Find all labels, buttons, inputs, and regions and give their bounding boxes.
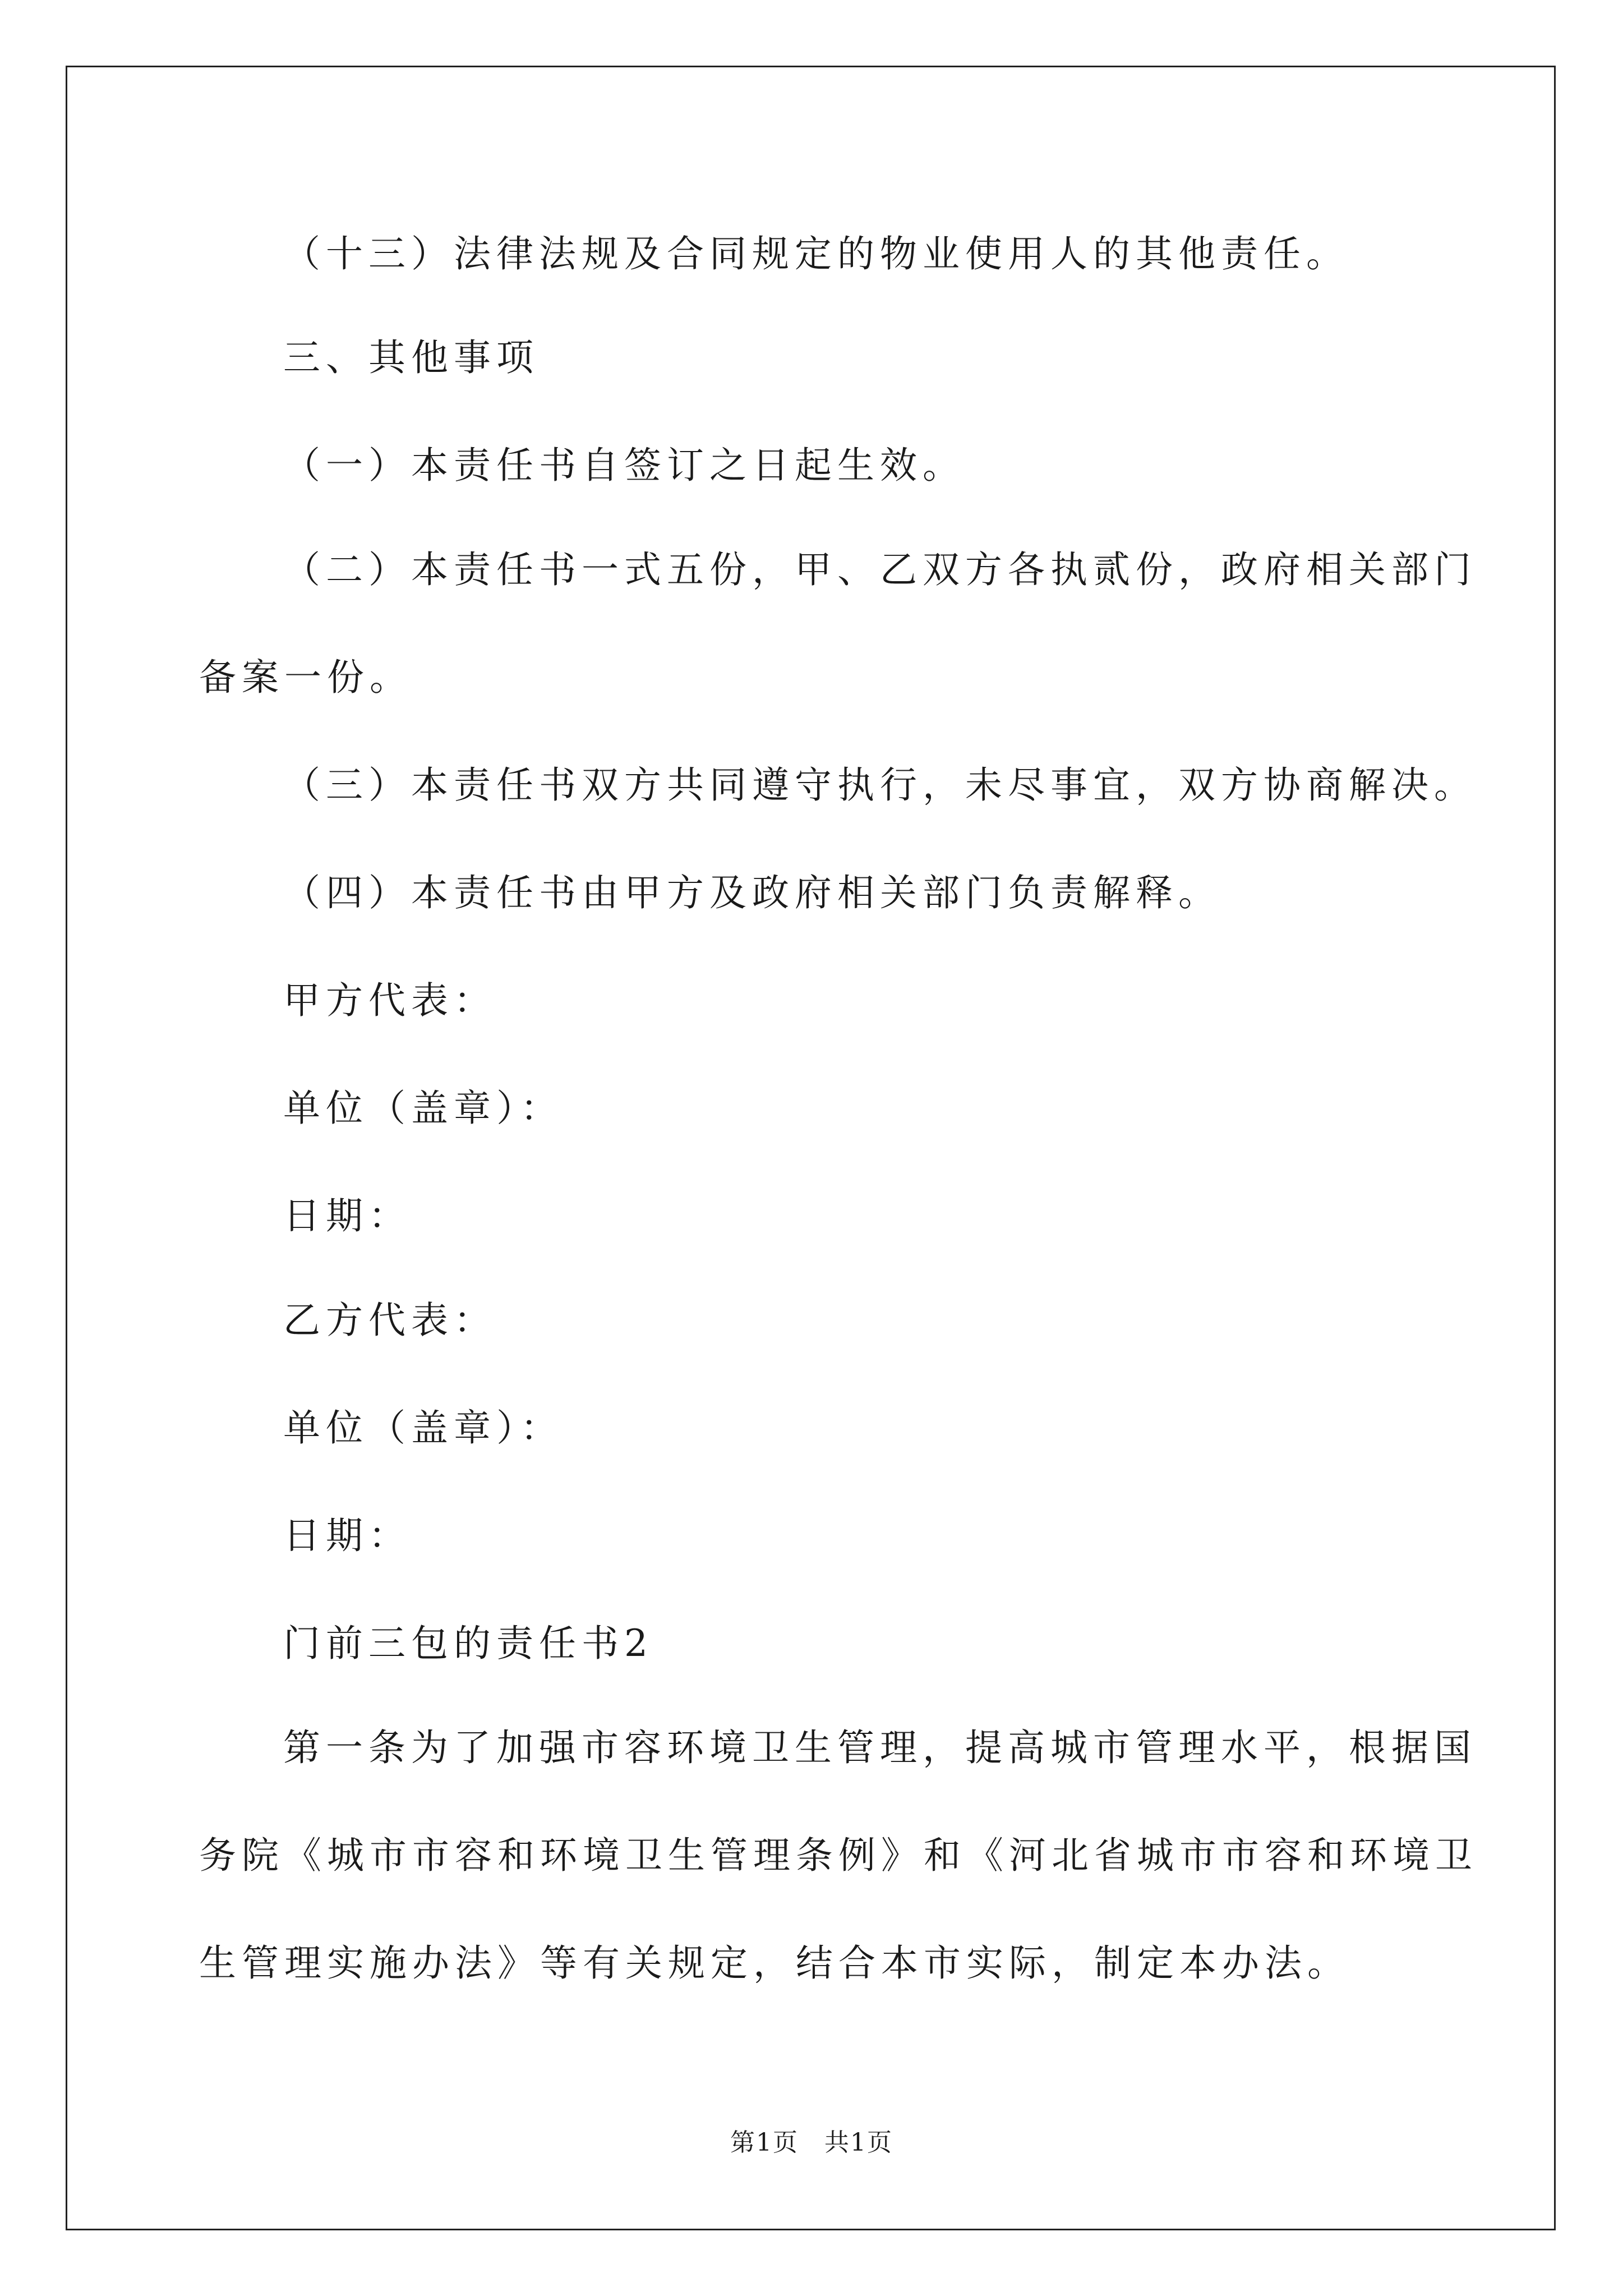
signature-label: 单位（盖章）：	[283, 1087, 563, 1130]
paragraph-line: （十三）法律法规及合同规定的物业使用人的其他责任。	[283, 232, 1349, 275]
paragraph-line: （二）本责任书一式五份，甲、乙双方各执贰份，政府相关部门	[283, 548, 1477, 591]
document-heading: 门前三包的责任书2	[283, 1622, 653, 1665]
signature-label: 日期：	[283, 1514, 411, 1557]
page-footer: 第1页 共1页	[730, 2128, 893, 2157]
signature-label: 甲方代表：	[283, 979, 496, 1022]
paragraph-line: （四）本责任书由甲方及政府相关部门负责解释。	[283, 871, 1221, 914]
paragraph-line: （一）本责任书自签订之日起生效。	[283, 444, 965, 487]
paragraph-line: （三）本责任书双方共同遵守执行，未尽事宜，双方协商解决。	[283, 763, 1477, 807]
signature-label: 日期：	[283, 1194, 411, 1237]
paragraph-line: 生管理实施办法》等有关规定，结合本市实际，制定本办法。	[199, 1941, 1350, 1985]
signature-label: 乙方代表：	[283, 1299, 496, 1342]
signature-label: 单位（盖章）：	[283, 1406, 563, 1450]
section-heading: 三、其他事项	[283, 336, 539, 379]
page-border	[66, 66, 1556, 2230]
paragraph-line: 务院《城市市容和环境卫生管理条例》和《河北省城市市容和环境卫	[199, 1834, 1478, 1877]
paragraph-line: 备案一份。	[199, 656, 412, 699]
paragraph-line: 第一条为了加强市容环境卫生管理，提高城市管理水平，根据国	[283, 1726, 1477, 1769]
